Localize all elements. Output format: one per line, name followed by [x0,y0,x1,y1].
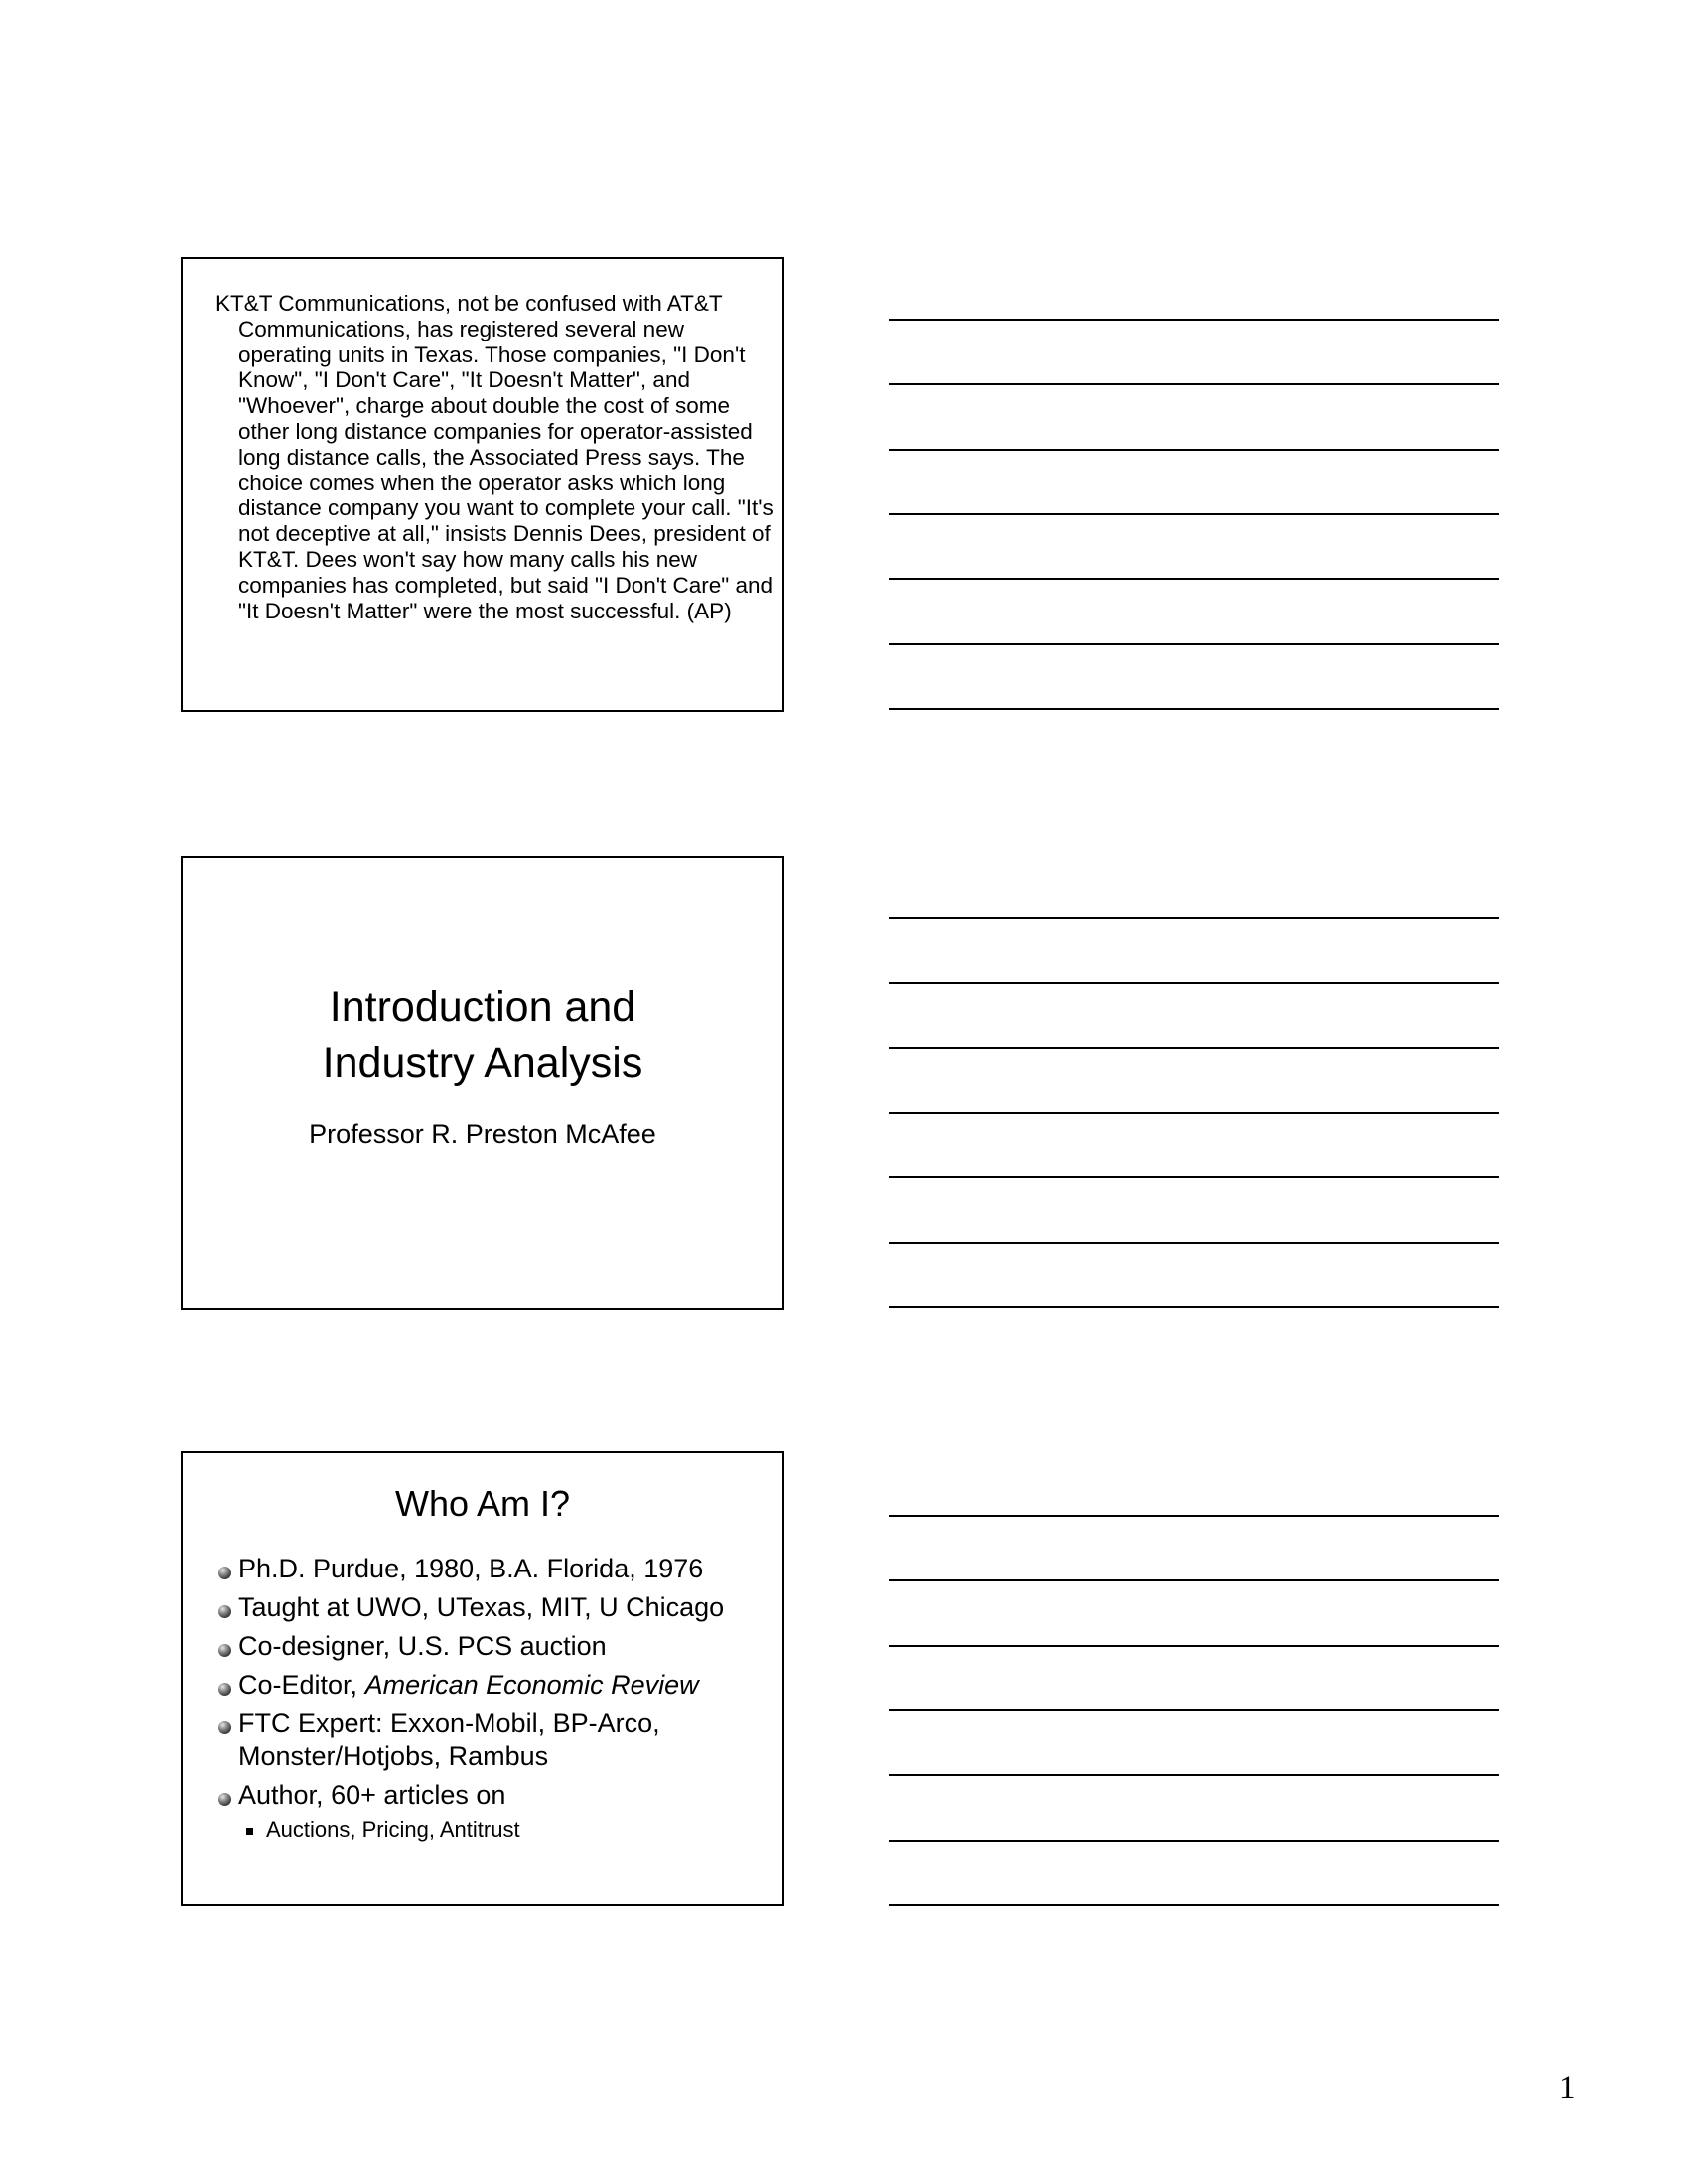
note-line [889,513,1499,515]
note-line [889,982,1499,984]
note-line [889,1645,1499,1647]
round-bullet-icon [218,1721,231,1734]
bullet-text: Author, 60+ articles on [238,1780,506,1810]
note-line [889,1579,1499,1581]
title-line-2: Industry Analysis [322,1039,643,1087]
bullet-text-prefix: Co-Editor, [238,1670,365,1700]
round-bullet-icon [218,1683,231,1696]
page-number: 1 [1559,2070,1576,2106]
note-line [889,1047,1499,1049]
slide-2-title [181,856,784,1310]
bullet-list [216,1553,773,1849]
bullet-item [216,1630,773,1663]
note-line [889,1176,1499,1178]
bullet-item [216,1669,773,1702]
note-line [889,1840,1499,1842]
square-bullet-icon [246,1828,253,1835]
note-line [889,1515,1499,1517]
bullet-item [216,1591,773,1624]
bullet-item [216,1707,773,1773]
slide-1-quote [181,257,784,712]
title-line-1: Introduction and [329,983,636,1030]
round-bullet-icon [218,1567,231,1579]
round-bullet-icon [218,1793,231,1806]
slide-heading: Who Am I? [394,1483,571,1524]
slide-subtitle: Professor R. Preston McAfee [309,1119,656,1149]
note-line [889,1242,1499,1244]
sub-bullet-item [238,1816,773,1843]
note-line [889,449,1499,451]
note-line [889,383,1499,385]
round-bullet-icon [218,1644,231,1657]
slide-3-who-am-i [181,1451,784,1906]
sub-bullet-text: Auctions, Pricing, Antitrust [266,1817,520,1842]
note-line [889,917,1499,919]
round-bullet-icon [218,1605,231,1618]
journal-name: American Economic Review [364,1670,699,1700]
note-line [889,643,1499,645]
bullet-item [216,1553,773,1585]
note-line [889,1709,1499,1711]
sub-bullet-list [238,1816,773,1843]
note-line [889,578,1499,580]
quote-text: KT&T Communications, not be confused with AT&T Communications, has registered several new operating units in Texas. Those companies, "I Don't Know", "I Don't Care", "It Doesn't Matter", and "Whoever", charge about double the cost of some other long distance companies for operator-assisted long distance calls, the Associated Press says. The choice comes when the operator asks which long distance company you want to complete your call. "It's not deceptive at all," insists Dennis Dees, president of KT&T. Dees won't say how many calls his new companies has completed, but said "I Don't Care" and "It Doesn't Matter" were the most successful. (AP) [215,291,774,623]
bullet-text: Ph.D. Purdue, 1980, B.A. Florida, 1976 [238,1554,704,1583]
slide-title [183,979,782,1092]
bullet-text: Taught at UWO, UTexas, MIT, U Chicago [238,1592,725,1622]
note-line [889,1904,1499,1906]
note-line [889,1306,1499,1308]
note-line [889,319,1499,321]
note-line [889,1112,1499,1114]
bullet-item [216,1779,773,1843]
note-line [889,708,1499,710]
note-line [889,1774,1499,1776]
bullet-text: Co-designer, U.S. PCS auction [238,1631,607,1661]
bullet-text: FTC Expert: Exxon-Mobil, BP-Arco, Monster/Hotjobs, Rambus [238,1708,660,1771]
